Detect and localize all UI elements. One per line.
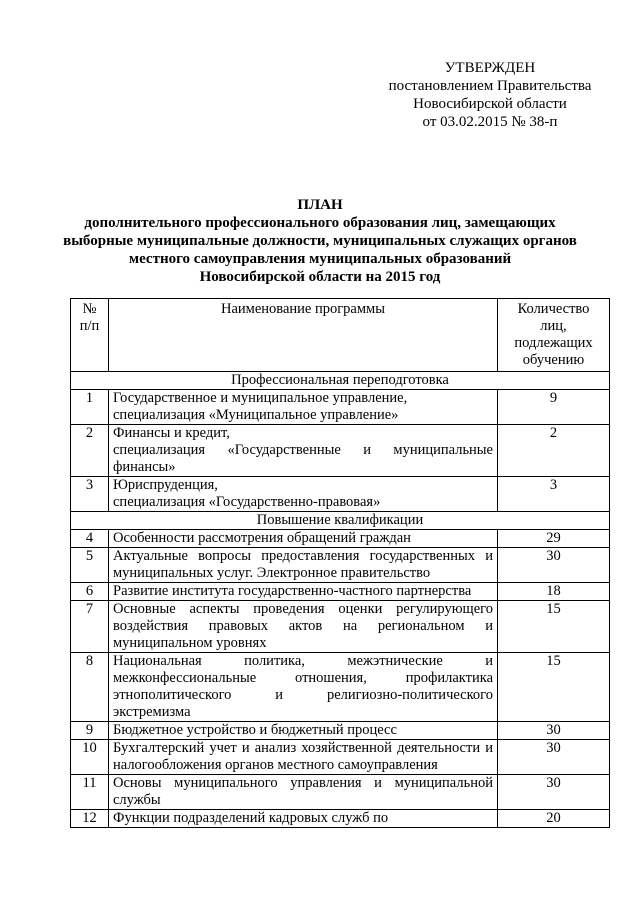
program-name-line: Юриспруденция, [113, 477, 218, 493]
row-number: 1 [71, 390, 109, 425]
title-line: местного самоуправления муниципальных образований [128, 251, 512, 267]
row-number: 7 [71, 601, 109, 653]
program-name [109, 477, 498, 512]
table-row [71, 390, 610, 425]
program-name-line: Государственное и муниципальное управление, [113, 390, 408, 406]
row-number: 4 [71, 530, 109, 548]
program-name [109, 740, 498, 775]
row-number: 12 [71, 810, 109, 828]
table-row [71, 775, 610, 810]
row-number: 3 [71, 477, 109, 512]
program-name-line: Национальная политика, межэтнические и межконфессиональные отношения, профилактика этнополитического и религиозно-политического экстремизма [113, 653, 493, 720]
participant-count: 30 [498, 740, 610, 775]
header-quantity: Количество лиц, подлежащих обучению [498, 299, 610, 372]
program-name [109, 425, 498, 477]
section-title: Повышение квалификации [71, 512, 610, 530]
participant-count: 30 [498, 775, 610, 810]
document-title [40, 196, 600, 286]
table-row [71, 583, 610, 601]
section-row [71, 512, 610, 530]
program-name [109, 390, 498, 425]
program-name [109, 653, 498, 722]
approval-decree: постановлением Правительства [388, 78, 592, 94]
participant-count: 9 [498, 390, 610, 425]
participant-count: 30 [498, 722, 610, 740]
participant-count: 2 [498, 425, 610, 477]
program-name-line: Бюджетное устройство и бюджетный процесс [113, 722, 397, 738]
header-program-name: Наименование программы [109, 299, 498, 372]
program-name [109, 601, 498, 653]
row-number: 5 [71, 548, 109, 583]
table-row [71, 810, 610, 828]
row-number: 8 [71, 653, 109, 722]
participant-count: 3 [498, 477, 610, 512]
table-row [71, 653, 610, 722]
participant-count: 30 [498, 548, 610, 583]
table-row [71, 722, 610, 740]
program-name-line: Бухгалтерский учет и анализ хозяйственной деятельности и налогообложения органов местного самоуправления [113, 740, 493, 773]
approval-status: УТВЕРЖДЕН [444, 60, 536, 76]
program-name-line: специализация «Государственно-правовая» [113, 494, 381, 510]
approval-date-number: от 03.02.2015 № 38-п [422, 114, 558, 130]
participant-count: 15 [498, 653, 610, 722]
table-row [71, 477, 610, 512]
training-plan-table [70, 298, 610, 828]
row-number: 6 [71, 583, 109, 601]
table-row [71, 530, 610, 548]
row-number: 11 [71, 775, 109, 810]
program-name-line: Особенности рассмотрения обращений граждан [113, 530, 411, 546]
program-name-line: Функции подразделений кадровых служб по [113, 810, 389, 826]
program-name-line: специализация «Государственные и муниципальные финансы» [113, 442, 493, 475]
header-number: № п/п [71, 299, 109, 372]
row-number: 2 [71, 425, 109, 477]
program-name [109, 722, 498, 740]
table-row [71, 548, 610, 583]
program-name-line: Актуальные вопросы предоставления государственных и муниципальных услуг. Электронное правительство [113, 548, 493, 581]
table-body [71, 372, 610, 828]
row-number: 10 [71, 740, 109, 775]
participant-count: 18 [498, 583, 610, 601]
section-row [71, 372, 610, 390]
approval-stamp [370, 59, 610, 131]
participant-count: 29 [498, 530, 610, 548]
program-name-line: специализация «Муниципальное управление» [113, 407, 399, 423]
title-heading: ПЛАН [297, 197, 343, 213]
program-name [109, 810, 498, 828]
table-row [71, 740, 610, 775]
program-name-line: Основы муниципального управления и муниципальной службы [113, 775, 493, 808]
program-name [109, 775, 498, 810]
participant-count: 20 [498, 810, 610, 828]
program-name-line: Основные аспекты проведения оценки регулирующего воздействия правовых актов на региональном и муниципальном уровнях [113, 601, 493, 651]
program-name [109, 548, 498, 583]
table-row [71, 601, 610, 653]
program-name [109, 530, 498, 548]
approval-region: Новосибирской области [413, 96, 567, 112]
title-line: дополнительного профессионального образования лиц, замещающих [84, 215, 556, 231]
program-name [109, 583, 498, 601]
participant-count: 15 [498, 601, 610, 653]
table-header-row [71, 299, 610, 372]
section-title: Профессиональная переподготовка [71, 372, 610, 390]
row-number: 9 [71, 722, 109, 740]
program-name-line: Развитие института государственно-частного партнерства [113, 583, 472, 599]
title-line: Новосибирской области на 2015 год [199, 269, 441, 285]
program-name-line: Финансы и кредит, [113, 425, 230, 441]
title-line: выборные муниципальные должности, муниципальных служащих органов [63, 233, 577, 249]
table-row [71, 425, 610, 477]
